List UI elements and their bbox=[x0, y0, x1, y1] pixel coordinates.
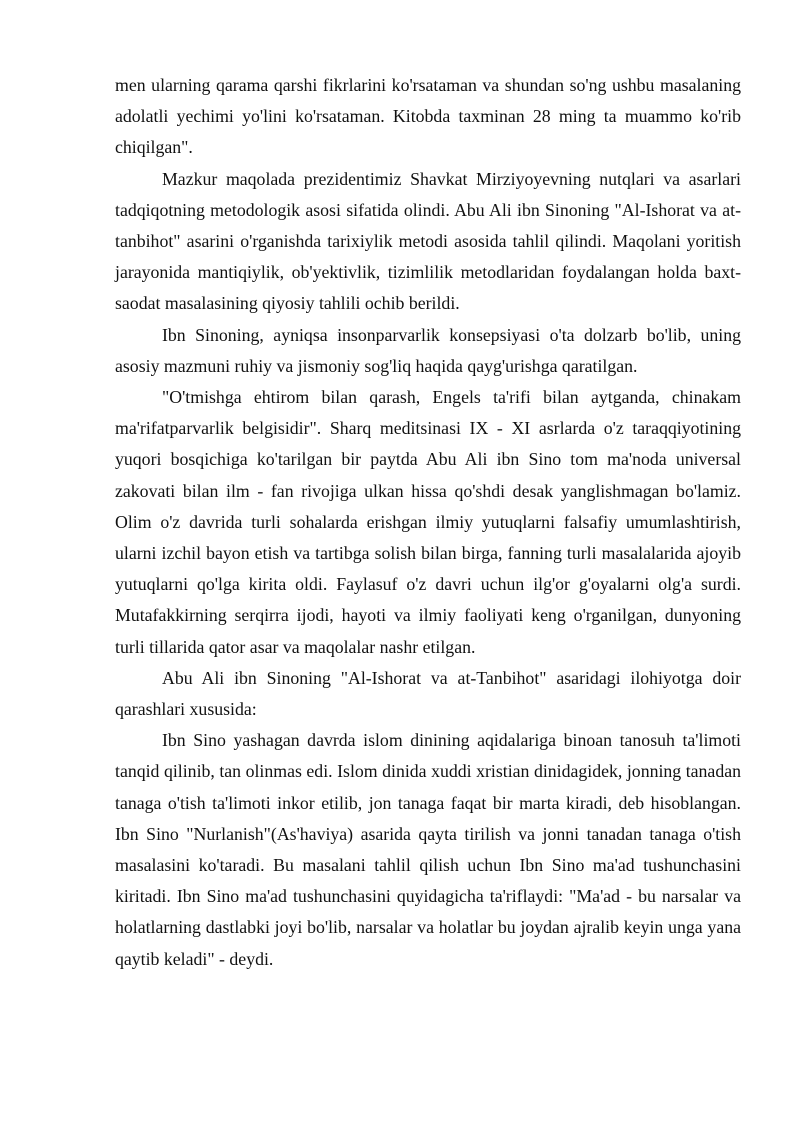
paragraph-section-intro: Abu Ali ibn Sinoning "Al-Ishorat va at-Tanbihot" asaridagi ilohiyotga doir qarashlari xususida: bbox=[115, 667, 741, 720]
document-page bbox=[115, 70, 741, 975]
paragraph-methodology: Mazkur maqolada prezidentimiz Shavkat Mirziyoyevning nutqlari va asarlari tadqiqotning metodologik asosi sifatida olindi. Abu Ali ibn Sinoning "Al-Ishorat va at-tanbihot" asarini o'rganishda tarixiylik metodi asosida tahlil qilindi. Maqolani yoritish jarayonida mantiqiylik, ob'yektivlik, tizimlilik metodlaridan foydalangan holda baxt-saodat masalasining qiyosiy tahlili ochib berildi. bbox=[115, 168, 741, 314]
paragraph-humanism: Ibn Sinoning, ayniqsa insonparvarlik konsepsiyasi o'ta dolzarb bo'lib, uning asosiy mazmuni ruhiy va jismoniy sog'liq haqida qayg'urishga qaratilgan. bbox=[115, 324, 741, 376]
paragraph-history: "O'tmishga ehtirom bilan qarash, Engels ta'rifi bilan aytganda, chinakam ma'rifatparvarlik belgisidir". Sharq meditsinasi IX - XI asrlarda o'z taraqqiyotining yuqori bosqichiga ko'tarilgan bir paytda Abu Ali ibn Sino tom ma'noda universal zakovati bilan ilm - fan rivojiga ulkan hissa qo'shdi desak yanglishmagan bo'lamiz. Olim o'z davrida turli sohalarda erishgan ilmiy yutuqlarni falsafiy umumlashtirish, ularni izchil bayon etish va tartibga solish bilan birga, fanning turli masalalarida ajoyib yutuqlarni qo'lga kirita oldi. Faylasuf o'z davri uchun ilg'or g'oyalarni olg'a surdi. Mutafakkirning serqirra ijodi, hayoti va ilmiy faoliyati keng o'rganilgan, dunyoning turli tillarida qator asar va maqolalar nashr etilgan. bbox=[115, 387, 741, 657]
paragraph-continuation: men ularning qarama qarshi fikrlarini ko'rsataman va shundan so'ng ushbu masalaning adolatli yechimi yo'lini ko'rsataman. Kitobda taxminan 28 ming ta muammo ko'rib chiqilgan". bbox=[115, 75, 741, 158]
paragraph-maad: Ibn Sino yashagan davrda islom dinining aqidalariga binoan tanosuh ta'limoti tanqid qilinib, tan olinmas edi. Islom dinida xuddi xristian dinidagidek, jonning tanadan tanaga o'tish ta'limoti inkor etilib, jon tanaga faqat bir marta kiradi, deb hisoblangan. Ibn Sino "Nurlanish"(As'haviya) asarida qayta tirilish va jonni tanadan tanaga o'tish masalasini ko'taradi. Bu masalani tahlil qilish uchun Ibn Sino ma'ad tushunchasini kiritadi. Ibn Sino ma'ad tushunchasini quyidagicha ta'riflaydi: "Ma'ad - bu narsalar va holatlarning dastlabki joyi bo'lib, narsalar va holatlar bu joydan ajralib keyin unga yana qaytib keladi" - deydi. bbox=[115, 730, 741, 969]
